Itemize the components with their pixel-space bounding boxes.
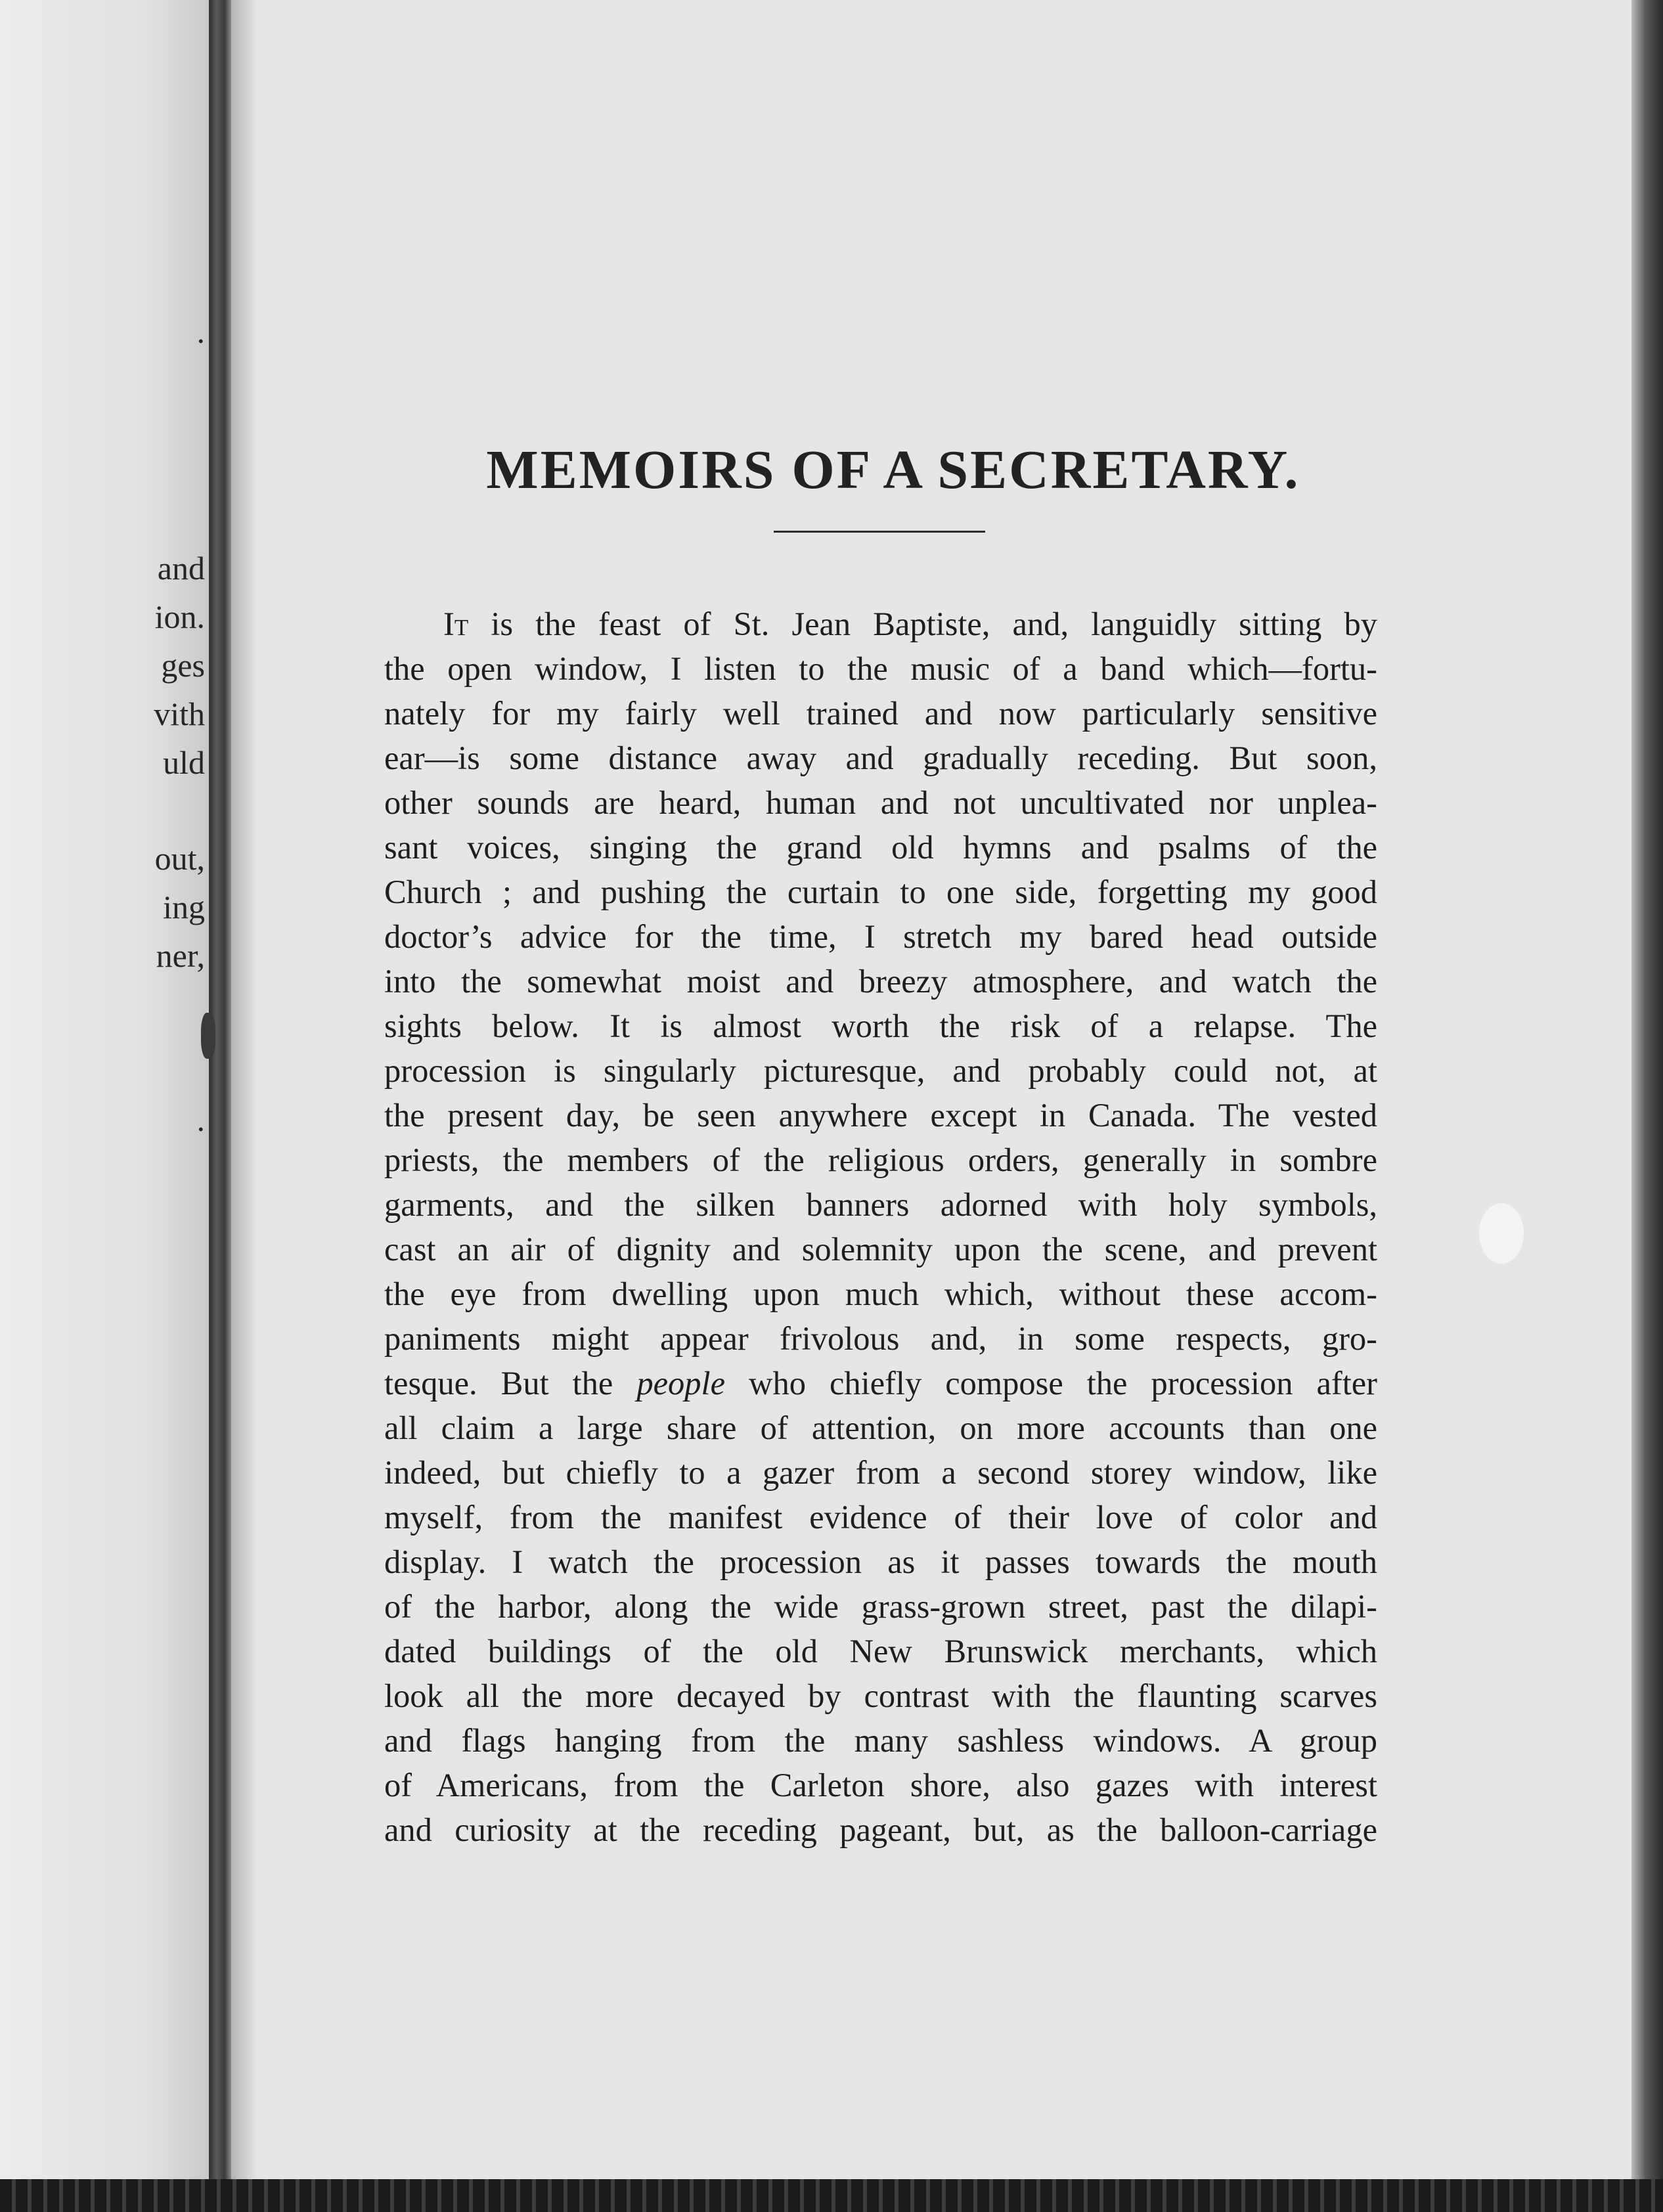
text-line: display. I watch the procession as it passes towards the mouth bbox=[384, 1543, 1377, 1580]
text-line: the eye from dwelling upon much which, without these accom- bbox=[384, 1275, 1377, 1312]
left-facing-page bbox=[0, 0, 209, 2212]
text-line: of the harbor, along the wide grass-grown street, past the dilapi- bbox=[384, 1588, 1377, 1625]
left-page-fragment: ion. bbox=[154, 598, 205, 635]
page-title: MEMOIRS OF A SECRETARY. bbox=[486, 439, 1300, 501]
left-page-fragment: ner, bbox=[156, 937, 205, 974]
small-caps-lead: It bbox=[443, 606, 469, 642]
text-line: all claim a large share of attention, on more accounts than one bbox=[384, 1409, 1377, 1446]
text-line: dated buildings of the old New Brunswick merchants, which bbox=[384, 1633, 1377, 1670]
page-right-edge bbox=[1631, 0, 1663, 2212]
left-page-fragment: uld bbox=[163, 744, 205, 781]
left-page-fragment: . bbox=[196, 1101, 205, 1138]
text-line: doctor’s advice for the time, I stretch my bared head outside bbox=[384, 918, 1377, 955]
text-line: look all the more decayed by contrast with the flaunting scarves bbox=[384, 1677, 1377, 1714]
text-line: and flags hanging from the many sashless windows. A group bbox=[384, 1722, 1377, 1759]
text-line bbox=[384, 602, 1377, 646]
left-page-fragment: out, bbox=[154, 840, 205, 877]
line-text: tesque. But the bbox=[384, 1365, 637, 1402]
paper-speck bbox=[1479, 1203, 1524, 1264]
text-line: cast an air of dignity and solemnity upon the scene, and prevent bbox=[384, 1231, 1377, 1268]
left-page-fragment: ing bbox=[163, 889, 205, 925]
text-line: sant voices, singing the grand old hymns and psalms of the bbox=[384, 829, 1377, 866]
text-line: procession is singularly picturesque, and probably could not, at bbox=[384, 1052, 1377, 1089]
text-line: ear—is some distance away and gradually receding. But soon, bbox=[384, 740, 1377, 776]
text-line: nately for my fairly well trained and now particularly sensitive bbox=[384, 695, 1377, 732]
paper-speck bbox=[201, 1013, 215, 1059]
left-page-fragment: and bbox=[157, 550, 205, 586]
title-rule bbox=[774, 531, 985, 533]
text-line: priests, the members of the religious orders, generally in sombre bbox=[384, 1141, 1377, 1178]
text-line: indeed, but chiefly to a gazer from a second storey window, like bbox=[384, 1454, 1377, 1491]
line-text: who chiefly compose the procession after bbox=[724, 1365, 1377, 1402]
line-text: is the feast of St. Jean Baptiste, and, languidly sitting by bbox=[468, 606, 1377, 642]
text-line: myself, from the manifest evidence of their love of color and bbox=[384, 1499, 1377, 1536]
text-line: paniments might appear frivolous and, in some respects, gro- bbox=[384, 1320, 1377, 1357]
text-line: garments, and the silken banners adorned with holy symbols, bbox=[384, 1186, 1377, 1223]
text-line: the open window, I listen to the music of a band which—fortu- bbox=[384, 650, 1377, 687]
left-page-fragment: ges bbox=[161, 647, 205, 684]
scan-bottom-border bbox=[0, 2179, 1663, 2212]
italic-word: people bbox=[636, 1365, 725, 1402]
text-line: the present day, be seen anywhere except in Canada. The vested bbox=[384, 1097, 1377, 1134]
book-spine-gutter bbox=[209, 0, 231, 2212]
text-line: and curiosity at the receding pageant, but, as the balloon-carriage bbox=[384, 1811, 1377, 1848]
text-line: sights below. It is almost worth the risk of a relapse. The bbox=[384, 1007, 1377, 1044]
text-line: of Americans, from the Carleton shore, also gazes with interest bbox=[384, 1767, 1377, 1803]
left-page-fragment: . bbox=[196, 313, 205, 350]
text-line: other sounds are heard, human and not uncultivated nor unplea- bbox=[384, 784, 1377, 821]
text-line: into the somewhat moist and breezy atmosphere, and watch the bbox=[384, 963, 1377, 1000]
text-line: Church ; and pushing the curtain to one side, forgetting my good bbox=[384, 874, 1377, 910]
left-page-fragment: vith bbox=[154, 696, 205, 732]
gutter-shadow bbox=[231, 0, 257, 2212]
body-paragraph bbox=[384, 602, 1377, 1852]
text-line bbox=[384, 1361, 1377, 1405]
